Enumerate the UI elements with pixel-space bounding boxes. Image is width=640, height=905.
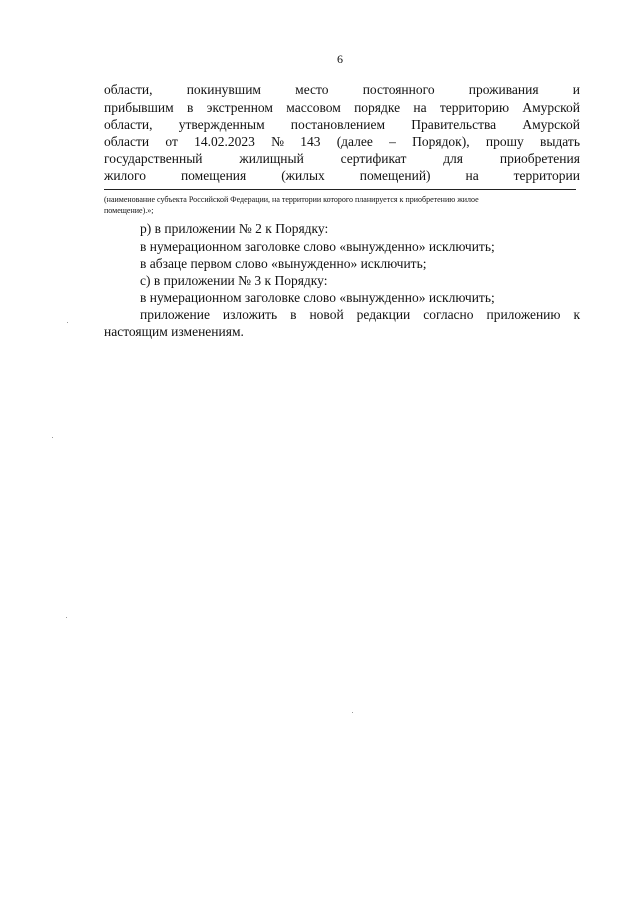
item-s-clause-1: в нумерационном заголовке слово «вынужденно» исключить; <box>140 290 495 305</box>
word: Правительства <box>411 117 497 132</box>
fill-in-underline <box>104 189 576 190</box>
word: на <box>465 168 479 183</box>
word: области, <box>104 82 153 97</box>
item-s-heading: с) в приложении № 3 к Порядку: <box>140 273 328 288</box>
word: постановлением <box>290 117 386 132</box>
word: согласно <box>423 307 474 322</box>
word: в <box>186 100 194 115</box>
word: прибывшим <box>104 100 174 115</box>
scan-speck <box>52 437 53 438</box>
word: области, <box>104 117 153 132</box>
item-s-clause-2-line-1 <box>140 307 580 323</box>
footnote-line-2: помещение).»; <box>104 206 154 215</box>
word: выдать <box>539 134 580 149</box>
word: для <box>443 151 464 166</box>
footnote-line-1: (наименование субъекта Российской Федерации, на территории которого планируется к приобретению жилое <box>104 195 479 204</box>
word: жилого <box>104 168 146 183</box>
word: новой <box>309 307 344 322</box>
item-r-heading: р) в приложении № 2 к Порядку: <box>140 221 329 236</box>
paragraph-line-1 <box>104 82 580 98</box>
word: утвержденным <box>178 117 265 132</box>
word: изложить <box>222 307 278 322</box>
paragraph-line-5 <box>104 151 580 167</box>
word: покинувшим <box>186 82 261 97</box>
word: порядке <box>354 100 401 115</box>
word: помещения <box>180 168 247 183</box>
word: помещений) <box>359 168 431 183</box>
word: место <box>295 82 329 97</box>
word: сертификат <box>340 151 407 166</box>
word: от <box>165 134 178 149</box>
word: проживания <box>468 82 539 97</box>
paragraph-line-3 <box>104 117 580 133</box>
scan-speck <box>352 712 353 713</box>
word: Порядок), <box>412 134 470 149</box>
page-number: 6 <box>337 52 343 66</box>
word: области <box>104 134 150 149</box>
scan-speck <box>66 617 67 618</box>
item-r-clause-2: в абзаце первом слово «вынужденно» исключить; <box>140 256 427 271</box>
word: территорию <box>439 100 510 115</box>
word: на <box>413 100 427 115</box>
word: территории <box>513 168 580 183</box>
word: приложению <box>486 307 561 322</box>
paragraph-line-6 <box>104 168 580 184</box>
word: приобретения <box>499 151 580 166</box>
word: редакции <box>356 307 411 322</box>
word: к <box>573 307 580 322</box>
word: приложение <box>140 307 210 322</box>
word: государственный <box>104 151 203 166</box>
word: в <box>290 307 297 322</box>
word: прошу <box>485 134 524 149</box>
word: экстренном <box>206 100 273 115</box>
word: Амурской <box>522 117 580 132</box>
word: постоянного <box>362 82 435 97</box>
word: 143 <box>300 134 321 149</box>
paragraph-line-2 <box>104 100 580 116</box>
word: (далее <box>336 134 373 149</box>
word: – <box>389 134 396 149</box>
word: массовом <box>286 100 341 115</box>
paragraph-line-4 <box>104 134 580 150</box>
word: и <box>572 82 580 97</box>
word: Амурской <box>522 100 580 115</box>
word: 14.02.2023 <box>194 134 255 149</box>
word: (жилых <box>281 168 325 183</box>
scan-speck <box>67 322 68 323</box>
item-s-clause-2-line-2: настоящим изменениям. <box>104 324 244 339</box>
word: № <box>271 134 284 149</box>
word: жилищный <box>239 151 304 166</box>
item-r-clause-1: в нумерационном заголовке слово «вынужденно» исключить; <box>140 239 495 254</box>
